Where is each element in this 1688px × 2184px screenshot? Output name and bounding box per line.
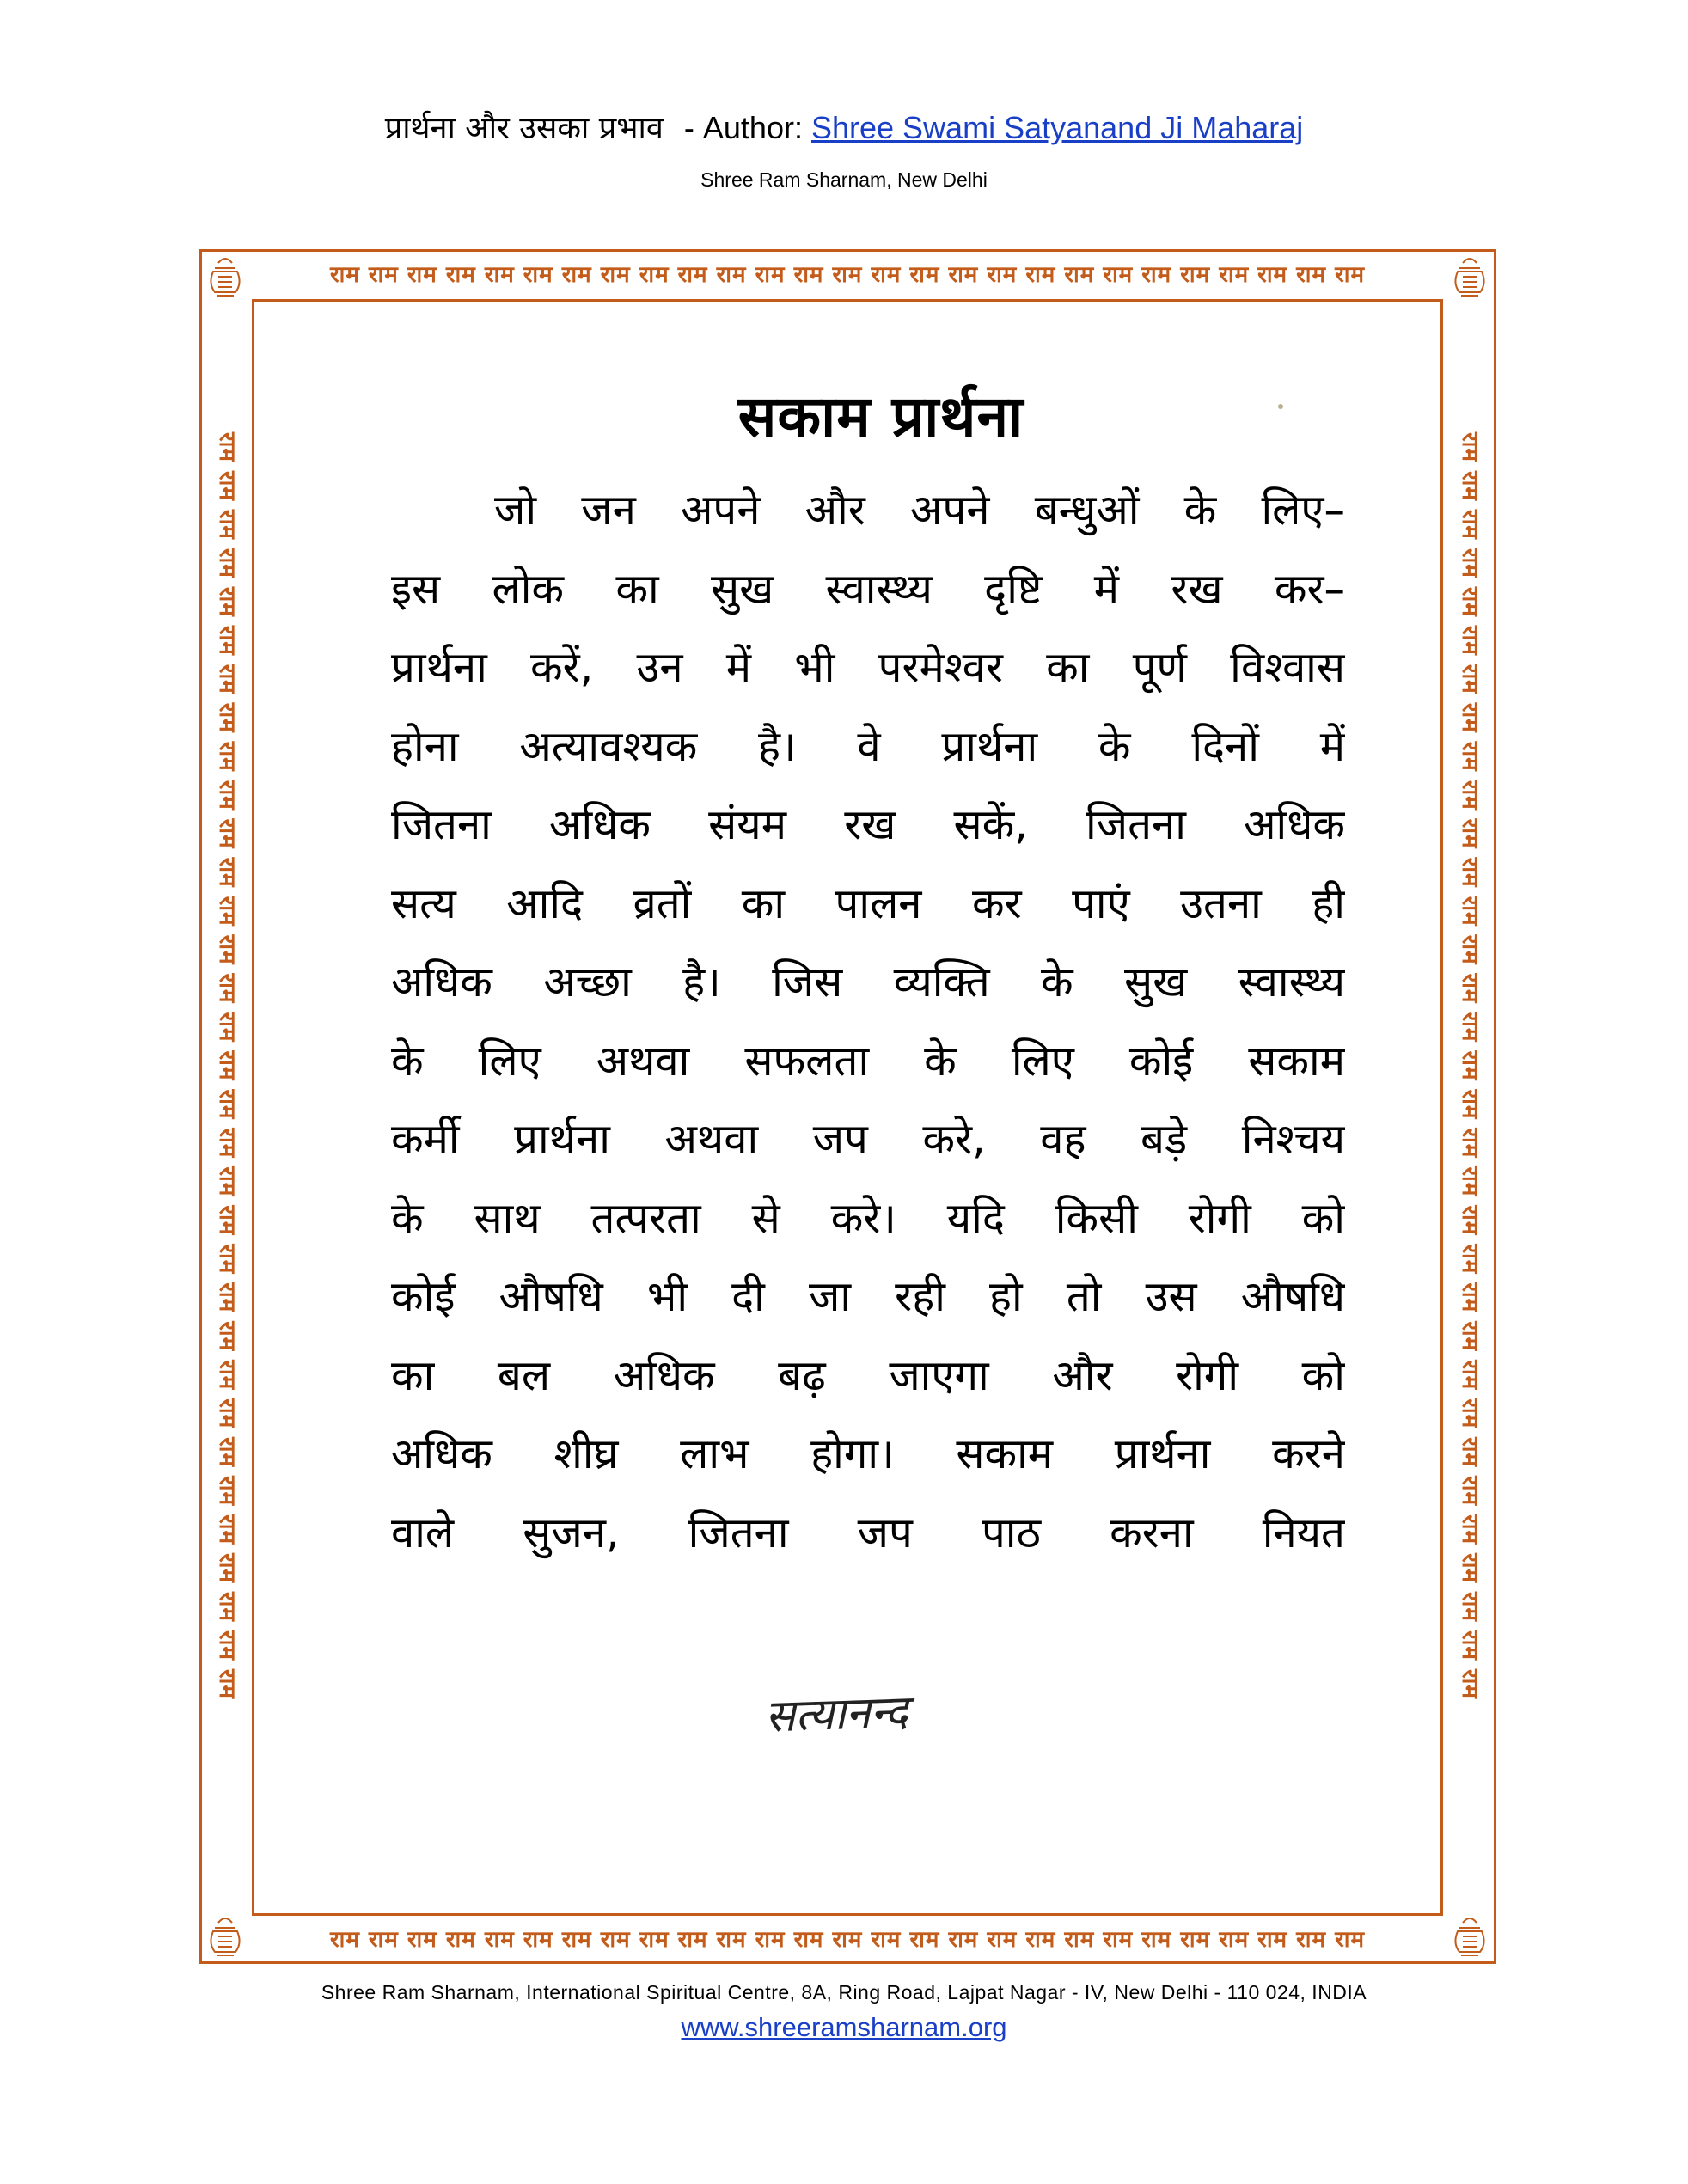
body-line: सत्य आदि व्रतों का पालन कर पाएं उतना ही xyxy=(391,878,1345,928)
body-line: जितना अधिक संयम रख सकें, जितना अधिक xyxy=(391,800,1345,849)
ram-border-left: राम राम राम राम राम राम राम राम राम राम राम राम राम राम राम राम राम राम राम राम राम राम राम राम राम राम राम राम राम राम राम राम राम xyxy=(214,432,240,1699)
book-title: प्रार्थना और उसका प्रभाव xyxy=(384,111,664,146)
body-line: कोई औषधि भी दी जा रही हो तो उस औषधि xyxy=(391,1272,1345,1321)
page-content xyxy=(391,378,1345,1572)
kalash-icon xyxy=(1447,1912,1492,1961)
page-header-title xyxy=(0,108,1688,149)
body-line: इस लोक का सुख स्वास्थ्य दृष्टि में रख कर– xyxy=(391,564,1345,614)
body-line: के लिए अथवा सफलता के लिए कोई सकाम xyxy=(391,1036,1345,1086)
body-line: के साथ तत्परता से करे। यदि किसी रोगी को xyxy=(391,1193,1345,1243)
footer-address: Shree Ram Sharnam, International Spiritual Centre, 8A, Ring Road, Lajpat Nagar - IV, New Delhi - 110 024, INDIA xyxy=(321,1981,1367,2004)
ram-border-top: राम राम राम राम राम राम राम राम राम राम राम राम राम राम राम राम राम राम राम राम राम राम राम राम राम राम राम xyxy=(329,262,1366,288)
body-line: होना अत्यावश्यक है। वे प्रार्थना के दिनों में xyxy=(391,721,1345,771)
body-line: अधिक अच्छा है। जिस व्यक्ति के सुख स्वास्थ्य xyxy=(391,957,1345,1006)
website-link[interactable]: www.shreeramsharnam.org xyxy=(681,2012,1007,2042)
author-label: - Author: xyxy=(683,110,803,145)
handwritten-signature: सत्यानन्द xyxy=(763,1685,909,1743)
body-line: अधिक शीघ्र लाभ होगा। सकाम प्रार्थना करने xyxy=(391,1429,1345,1478)
page-title: सकाम प्रार्थना xyxy=(737,383,1024,450)
kalash-icon xyxy=(203,1912,248,1961)
body-line: कर्मी प्रार्थना अथवा जप करे, वह बड़े निश्चय xyxy=(391,1115,1345,1164)
body-line: जो जन अपने और अपने बन्धुओं के लिए– xyxy=(494,486,1345,535)
footer-url xyxy=(0,2011,1688,2044)
body-line: का बल अधिक बढ़ जाएगा और रोगी को xyxy=(391,1350,1345,1400)
author-link[interactable]: Shree Swami Satyanand Ji Maharaj xyxy=(810,110,1304,145)
ram-border-bottom: राम राम राम राम राम राम राम राम राम राम राम राम राम राम राम राम राम राम राम राम राम राम राम राम राम राम राम xyxy=(329,1927,1366,1953)
kalash-icon xyxy=(203,253,248,301)
body-line: वाले सुजन, जितना जप पाठ करना नियत xyxy=(391,1508,1345,1557)
kalash-icon xyxy=(1447,253,1492,301)
ram-border-right: राम राम राम राम राम राम राम राम राम राम राम राम राम राम राम राम राम राम राम राम राम राम राम राम राम राम राम राम राम राम राम राम राम xyxy=(1457,432,1483,1699)
body-line: प्रार्थना करें, उन में भी परमेश्वर का पूर्ण विश्वास xyxy=(391,643,1345,692)
header-subtitle: Shree Ram Sharnam, New Delhi xyxy=(700,168,988,191)
